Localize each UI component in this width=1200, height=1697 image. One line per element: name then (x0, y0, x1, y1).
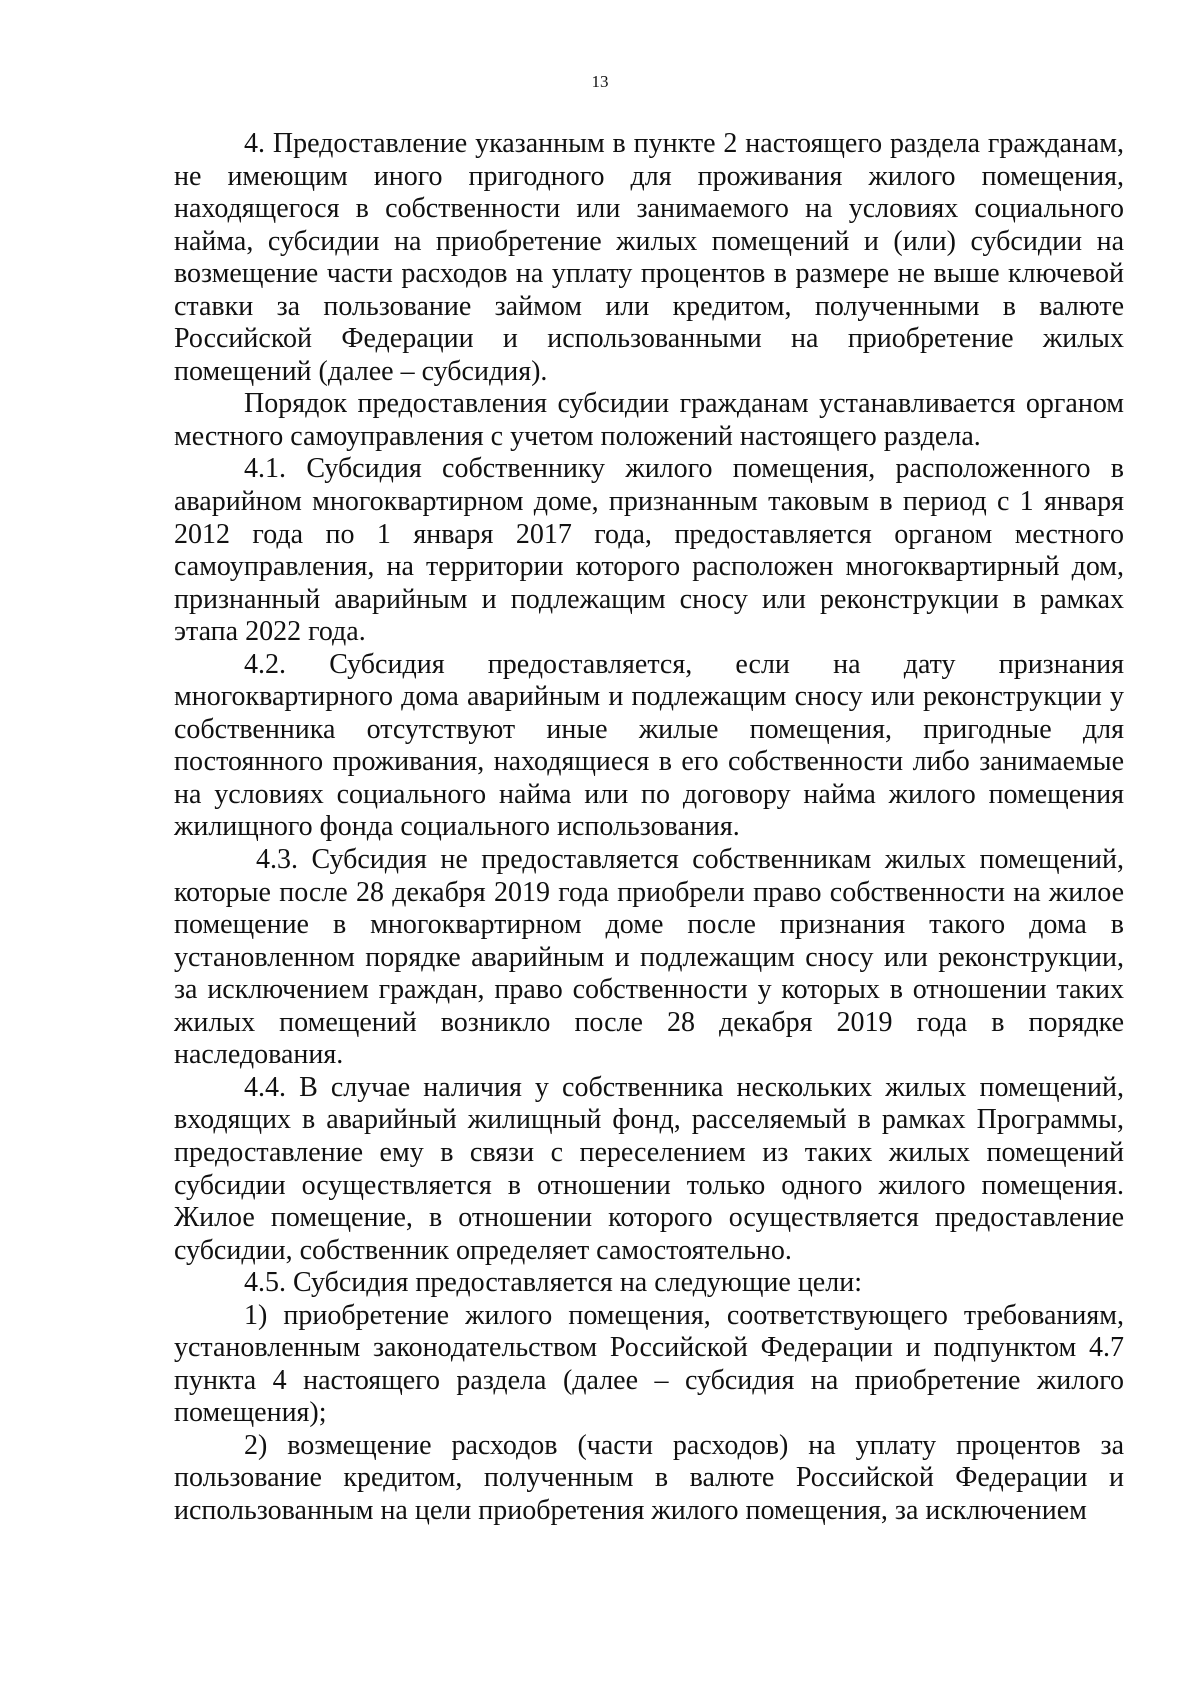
paragraph-4-5: 4.5. Субсидия предоставляется на следующие цели: (244, 1267, 862, 1299)
paragraph-4-procedure: Порядок предоставления субсидии гражданам устанавливается органом местного самоуправления с учетом положений настоящего раздела. (174, 388, 1124, 452)
paragraph-4-4: 4.4. В случае наличия у собственника нескольких жилых помещений, входящих в аварийный жилищный фонд, расселяемый в рамках Программы, предоставление ему в связи с переселением из таких жилых помещений субсидии осуществляется в отношении только одного жилого помещения. Жилое помещение, в отношении которого осуществляется предоставление субсидии, собственник определяет самостоятельно. (174, 1071, 1124, 1266)
paragraph-4-1: 4.1. Субсидия собственнику жилого помещения, расположенного в аварийном многоквартирном доме, признанным таковым в период с 1 января 2012 года по 1 января 2017 года, предоставляется органом местного самоуправления, на территории которого расположен многоквартирный дом, признанный аварийным и подлежащим сносу или реконструкции в рамках этапа 2022 года. (174, 453, 1124, 648)
paragraph-4-3: 4.3. Субсидия не предоставляется собственникам жилых помещений, которые после 28 декабря 2019 года приобрели право собственности на жилое помещение в многоквартирном доме после признания такого дома в установленном порядке аварийным и подлежащим сносу или реконструкции, за исключением граждан, право собственности у которых в отношении таких жилых помещений возникло после 28 декабря 2019 года в порядке наследования. (174, 844, 1124, 1071)
paragraph-4-5-item-2: 2) возмещение расходов (части расходов) на уплату процентов за пользование кредитом, полученным в валюте Российской Федерации и использованным на цели приобретения жилого помещения, за исключением (174, 1429, 1124, 1526)
paragraph-4-2: 4.2. Субсидия предоставляется, если на дату признания многоквартирного дома аварийным и подлежащим сносу или реконструкции у собственника отсутствуют иные жилые помещения, пригодные для постоянного проживания, находящиеся в его собственности либо занимаемые на условиях социального найма или по договору найма жилого помещения жилищного фонда социального использования. (174, 648, 1124, 843)
paragraph-4: 4. Предоставление указанным в пункте 2 настоящего раздела гражданам, не имеющим иного пригодного для проживания жилого помещения, находящегося в собственности или занимаемого на условиях социального найма, субсидии на приобретение жилых помещений и (или) субсидии на возмещение части расходов на уплату процентов в размере не выше ключевой ставки за пользование займом или кредитом, полученными в валюте Российской Федерации и использованными на приобретение жилых помещений (далее – субсидия). (174, 128, 1124, 387)
paragraph-4-5-item-1: 1) приобретение жилого помещения, соответствующего требованиям, установленным законодательством Российской Федерации и подпунктом 4.7 пункта 4 настоящего раздела (далее – субсидия на приобретение жилого помещения); (174, 1299, 1124, 1429)
document-body (174, 128, 1124, 1528)
page-number: 13 (591, 72, 609, 91)
